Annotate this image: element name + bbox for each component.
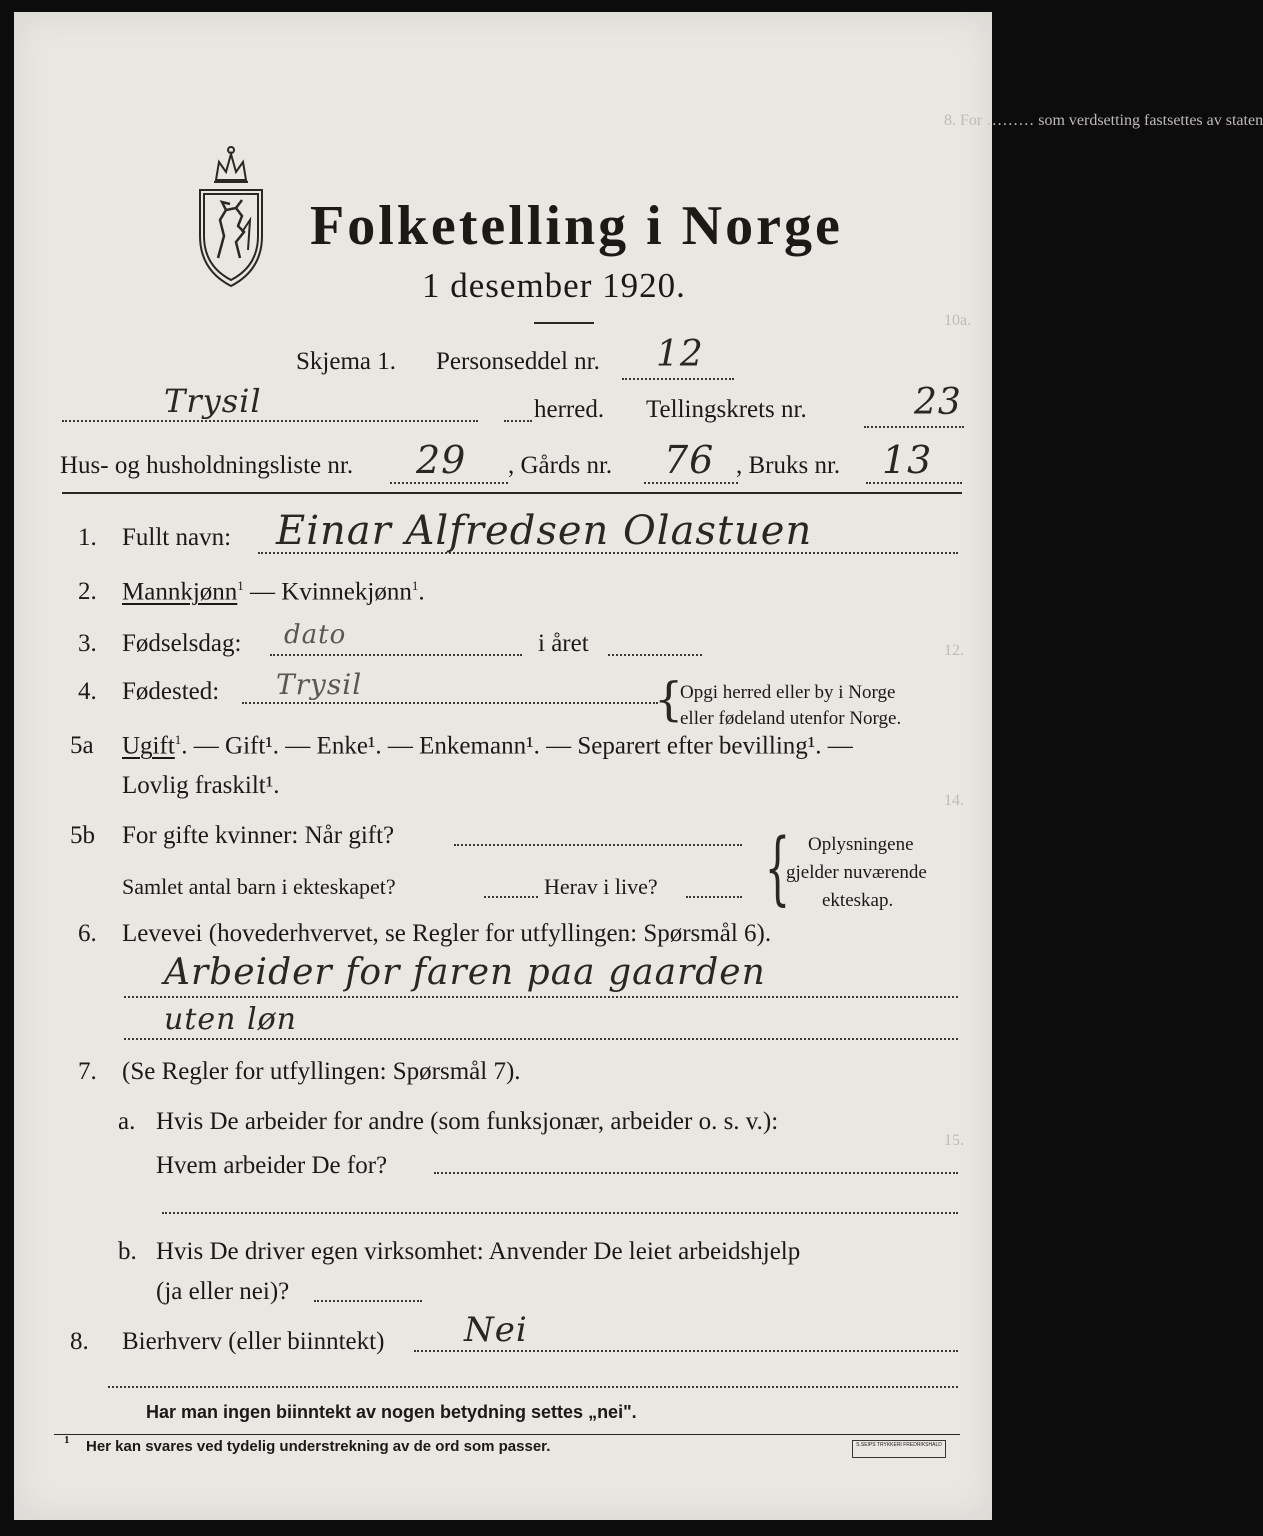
q5b-brace: { — [764, 821, 791, 914]
q4-note-1: Opgi herred eller by i Norge — [680, 682, 896, 703]
herred-line-2 — [504, 420, 532, 422]
header-rule — [62, 492, 962, 494]
q7b-line — [314, 1300, 422, 1302]
q5b-note-3: ekteskap. — [822, 890, 894, 911]
q8-number: 8. — [70, 1328, 89, 1355]
printer-stamp: S.SEIPS TRYKKERI FREDRIKSHALD — [852, 1440, 946, 1458]
q5a-text: Ugift$^1$. — Gift¹. — Enke¹. — Enkemann¹. — Separert efter bevilling¹. — — [122, 732, 853, 760]
q8-line — [414, 1350, 958, 1352]
q5a-ugift: Ugift — [122, 732, 175, 760]
tellingskrets-label: Tellingskrets nr. — [646, 396, 807, 423]
q5b-note-1: Oplysningene — [808, 834, 914, 855]
norwegian-lion-shield-icon — [186, 140, 276, 290]
q5b-label-1: For gifte kvinner: Når gift? — [122, 822, 395, 849]
q4-value: Trysil — [276, 668, 363, 701]
q5b-note-2: gjelder nuværende — [786, 862, 927, 883]
q7a-label: Hvis De arbeider for andre (som funksjonær, arbeider o. s. v.): — [156, 1108, 779, 1135]
q2-female: Kvinnekjønn — [281, 578, 412, 606]
hus-line — [390, 482, 508, 484]
q5b-number: 5b — [70, 822, 95, 849]
q7-label: (Se Regler for utfyllingen: Spørsmål 7). — [122, 1058, 521, 1085]
q4-brace: { — [654, 672, 684, 726]
q3-number: 3. — [78, 630, 97, 657]
q7a-line-1 — [434, 1172, 958, 1174]
gards-line — [644, 482, 738, 484]
q6-answer-1: Arbeider for faren paa gaarden — [164, 952, 766, 993]
q3-value: dato — [284, 620, 347, 650]
q2-number: 2. — [78, 578, 97, 605]
tellingskrets-value: 23 — [914, 382, 962, 423]
q6-answer-2: uten løn — [164, 1002, 297, 1037]
personseddel-line — [622, 378, 734, 380]
q4-label: Fødested: — [122, 678, 220, 705]
page-title: Folketelling i Norge — [310, 195, 843, 257]
q5b-line-1 — [454, 844, 742, 846]
q8-value: Nei — [464, 1310, 528, 1350]
bruks-label: , Bruks nr. — [736, 452, 841, 479]
census-form — [14, 12, 1263, 1520]
q3-label: Fødselsdag: — [122, 630, 242, 657]
q5a-line2: Lovlig fraskilt¹. — [122, 772, 280, 799]
skjema-label: Skjema 1. — [296, 348, 396, 375]
herred-value: Trysil — [164, 382, 262, 420]
q6-line-1 — [124, 996, 958, 998]
q3-year-line — [608, 654, 702, 656]
gards-value: 76 — [664, 438, 715, 482]
q2-male: Mannkjønn — [122, 578, 238, 606]
q6-label: Levevei (hovederhvervet, se Regler for utfyllingen: Spørsmål 6). — [122, 920, 772, 947]
q7b-label: Hvis De driver egen virksomhet: Anvender De leiet arbeidshjelp — [156, 1238, 801, 1265]
q5b-line-3 — [686, 896, 742, 898]
q4-line — [242, 702, 658, 704]
q7b-label-2: (ja eller nei)? — [156, 1278, 290, 1305]
q5b-label-3: Herav i live? — [544, 874, 658, 899]
q5a-number: 5a — [70, 732, 94, 759]
q5b-label-2: Samlet antal barn i ekteskapet? — [122, 874, 396, 899]
bruks-value: 13 — [882, 438, 933, 482]
title-divider — [534, 322, 594, 324]
q7a-line-2 — [162, 1212, 958, 1214]
bleed-text-5: 12. — [944, 642, 964, 659]
q7-number: 7. — [78, 1058, 97, 1085]
q4-number: 4. — [78, 678, 97, 705]
hus-value: 29 — [416, 438, 467, 482]
q1-number: 1. — [78, 524, 97, 551]
q1-label: Fullt navn: — [122, 524, 232, 551]
q7a-number: a. — [118, 1108, 136, 1135]
bleed-text-3: 10a. — [944, 312, 972, 329]
q2-text: Mannkjønn$^1$ — Kvinnekjønn$^1$. — [122, 578, 425, 606]
bleed-text-8: 15. — [944, 1132, 964, 1149]
q1-value: Einar Alfredsen Olastuen — [276, 508, 813, 554]
q8-line-2 — [108, 1386, 958, 1388]
q8-label: Bierhverv (eller biinntekt) — [122, 1328, 385, 1355]
bleed-text-1: 8. For ……… som verdsetting fastsettes av staten — [944, 112, 1263, 129]
bruks-line — [866, 482, 962, 484]
gards-label: , Gårds nr. — [508, 452, 613, 479]
hus-label: Hus- og husholdningsliste nr. — [60, 452, 354, 479]
footnote-mark: 1 — [64, 1434, 70, 1446]
q4-note-2: eller fødeland utenfor Norge. — [680, 708, 902, 729]
q5b-line-2 — [484, 896, 538, 898]
q7b-number: b. — [118, 1238, 137, 1265]
q6-number: 6. — [78, 920, 97, 947]
q3-year-label: i året — [538, 630, 589, 657]
q2-sep: — — [243, 578, 282, 606]
personseddel-label: Personseddel nr. — [436, 348, 600, 375]
herred-line — [62, 420, 478, 422]
footer-rule — [54, 1434, 960, 1435]
footer-note: Har man ingen biinntekt av nogen betydning settes „nei". — [146, 1402, 637, 1422]
census-date: 1 desember 1920. — [422, 266, 686, 305]
tellingskrets-line — [864, 426, 964, 428]
bleed-text-7: 14. — [944, 792, 964, 809]
q7a-label-2: Hvem arbeider De for? — [156, 1152, 388, 1179]
personseddel-value: 12 — [656, 334, 704, 375]
herred-label: herred. — [534, 396, 605, 423]
footnote: Her kan svares ved tydelig understrekning av de ord som passer. — [86, 1438, 551, 1455]
q6-line-2 — [124, 1038, 958, 1040]
q3-date-line — [270, 654, 522, 656]
